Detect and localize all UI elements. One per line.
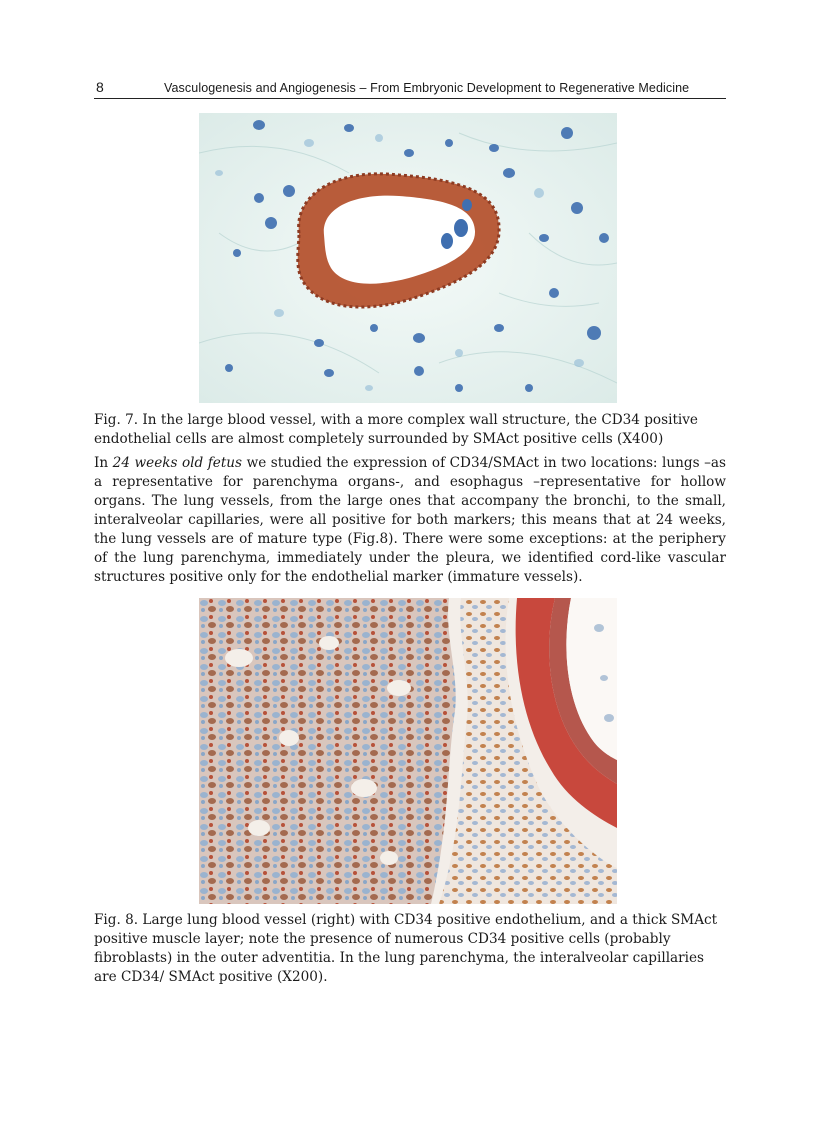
- body-paragraph: [94, 454, 726, 587]
- page-number: 8: [96, 79, 104, 95]
- paragraph-rest: we studied the expression of CD34/SMAct in two locations: lungs –as a representative for parenchyma organs-, and esophagus –representative for hollow organs. The lung vessels, from the large ones that accompany the bronchi, to the small, interalveolar capillaries, were all positive for both markers; this means that at 24 weeks, the lung vessels are of mature type (Fig.8). There were some exceptions: at the periphery of the lung parenchyma, immediately under the pleura, we identified cord-like vascular structures positive only for the endothelial marker (immature vessels).: [94, 455, 727, 585]
- figure-8-caption: Fig. 8. Large lung blood vessel (right) with CD34 positive endothelium, and a thick SMAct positive muscle layer; note the presence of numerous CD34 positive cells (probably fibroblasts) in the outer adventitia. In the lung parenchyma, the interalveolar capillaries are CD34/ SMAct positive (X200).: [94, 912, 718, 985]
- paragraph-lead: In: [94, 455, 113, 471]
- paragraph-emphasis: 24 weeks old fetus: [112, 455, 243, 471]
- figure-7-caption: Fig. 7. In the large blood vessel, with a more complex wall structure, the CD34 positive endothelial cells are almost completely surrounded by SMAct positive cells (X400): [94, 412, 698, 447]
- figure-8-micrograph: [199, 598, 617, 904]
- running-header: [94, 78, 726, 99]
- running-title: Vasculogenesis and Angiogenesis – From Embryonic Development to Regenerative Medicine: [164, 81, 690, 95]
- figure-7-micrograph: [199, 113, 617, 403]
